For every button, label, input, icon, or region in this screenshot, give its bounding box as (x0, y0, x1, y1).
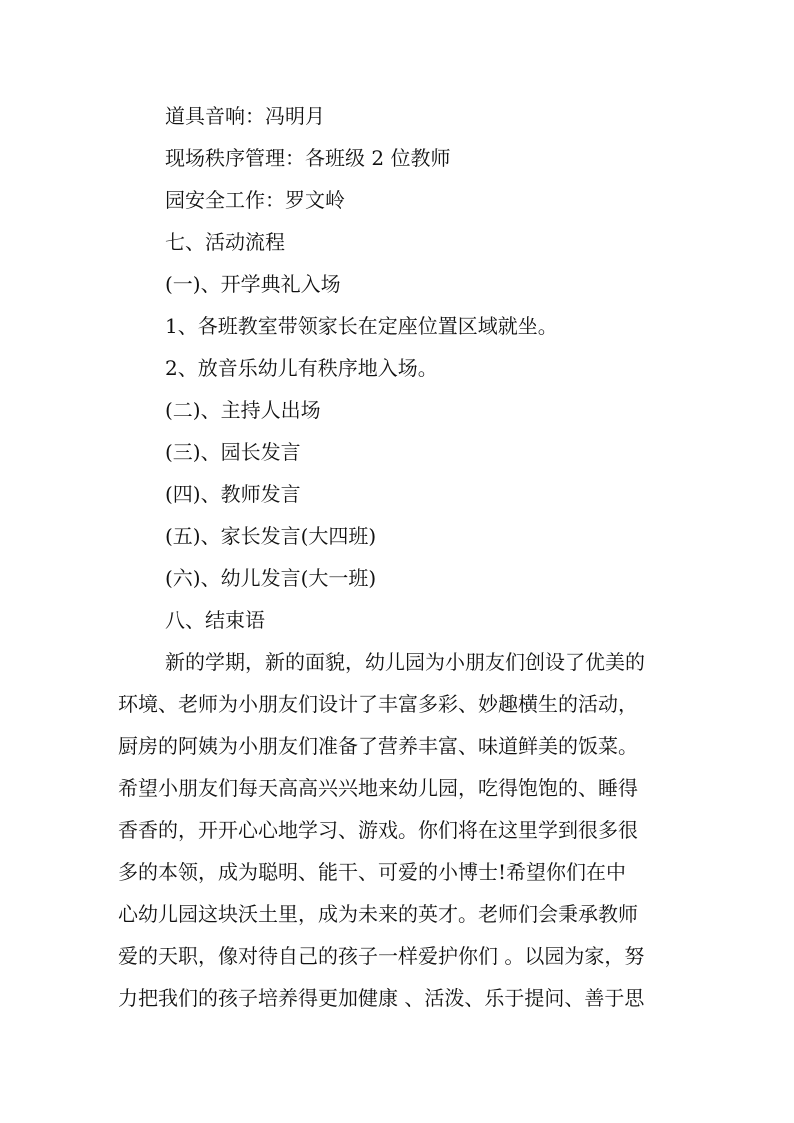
paragraph-line: 心幼儿园这块沃土里，成为未来的英才。老师们会秉承教师 (118, 902, 638, 926)
text-line-step-2: 2、放音乐幼儿有秩序地入场。 (165, 356, 438, 380)
paragraph-line: 新的学期，新的面貌，幼儿园为小朋友们创设了优美的 (165, 650, 645, 674)
text-line-safety-work: 园安全工作：罗文岭 (165, 188, 345, 212)
text-line-props-sound: 道具音响：冯明月 (165, 104, 325, 128)
section-heading-closing: 八、结束语 (165, 608, 265, 632)
paragraph-line: 力把我们的孩子培养得更加健康 、活泼、乐于提问、善于思 (118, 986, 645, 1010)
text-line-principal-speech: (三)、园长发言 (165, 440, 301, 464)
text-line-ceremony-entrance: (一)、开学典礼入场 (165, 272, 341, 296)
text-line-teacher-speech: (四)、教师发言 (165, 482, 301, 506)
section-heading-activity-flow: 七、活动流程 (165, 230, 285, 254)
text-line-host: (二)、主持人出场 (165, 398, 321, 422)
text-line-parent-speech: (五)、家长发言(大四班) (165, 524, 377, 548)
paragraph-line: 香香的，开开心心地学习、游戏。你们将在这里学到很多很 (118, 818, 638, 842)
paragraph-line: 希望小朋友们每天高高兴兴地来幼儿园，吃得饱饱的、睡得 (118, 776, 638, 800)
text-line-child-speech: (六)、幼儿发言(大一班) (165, 566, 377, 590)
paragraph-line: 多的本领，成为聪明、能干、可爱的小博士!希望你们在中 (118, 860, 627, 884)
paragraph-line: 厨房的阿姨为小朋友们准备了营养丰富、味道鲜美的饭菜。 (118, 734, 638, 758)
text-line-order-management: 现场秩序管理：各班级 2 位教师 (165, 146, 451, 170)
paragraph-line: 环境、老师为小朋友们设计了丰富多彩、妙趣横生的活动， (118, 692, 638, 716)
paragraph-line: 爱的天职，像对待自己的孩子一样爱护你们 。以园为家，努 (118, 944, 645, 968)
text-line-step-1: 1、各班教室带领家长在定座位置区域就坐。 (165, 314, 558, 338)
